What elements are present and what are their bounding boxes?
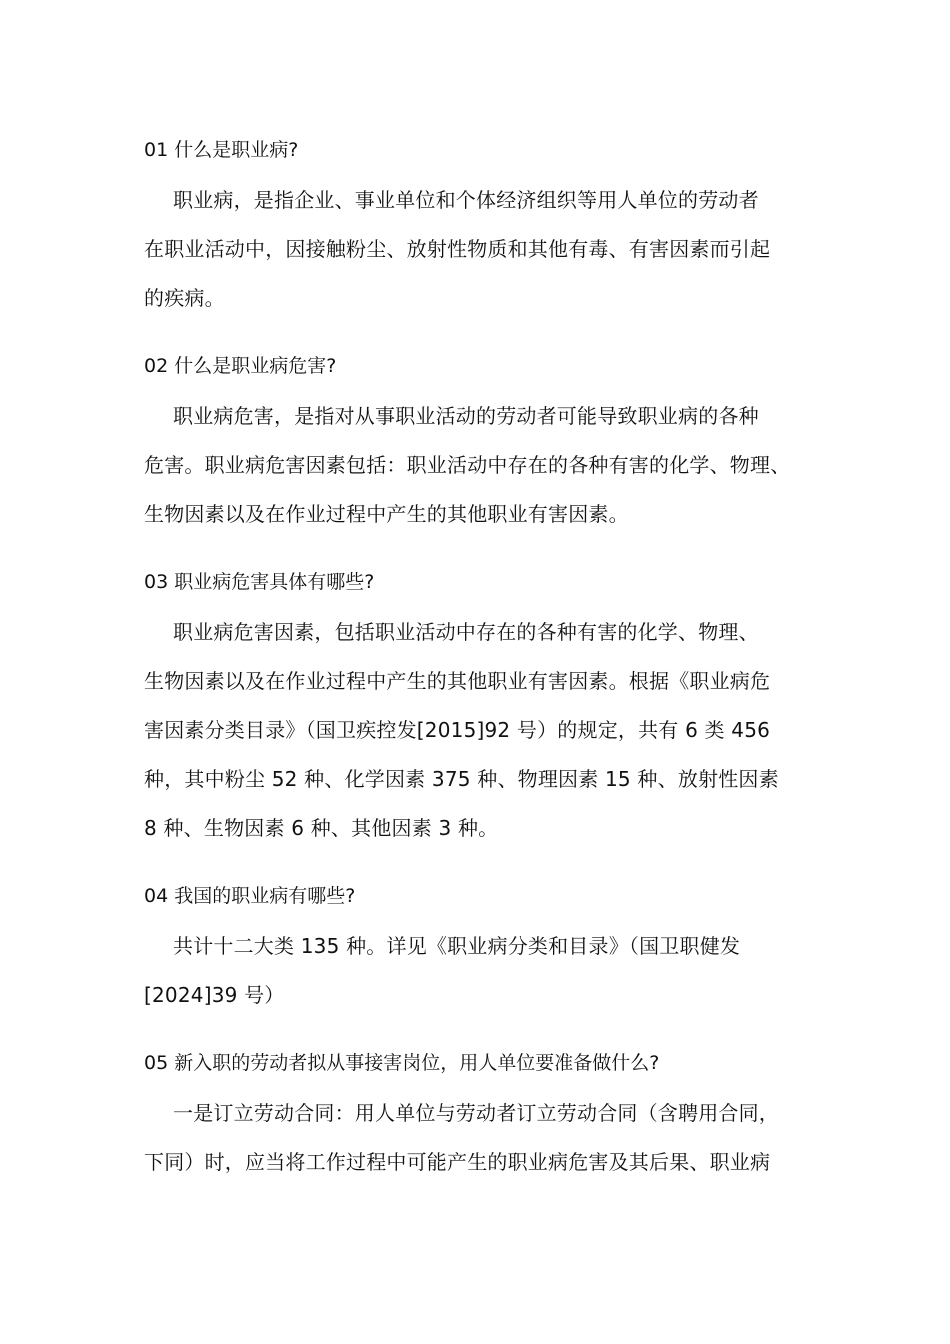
section-heading: 03 职业病危害具体有哪些?: [144, 571, 375, 593]
section-paragraph: [144, 176, 824, 323]
paragraph-line: 一是订立劳动合同：用人单位与劳动者订立劳动合同（含聘用合同，: [173, 1101, 779, 1125]
paragraph-line: 危害。职业病危害因素包括：职业活动中存在的各种有害的化学、物理、: [144, 453, 791, 477]
section-heading: 02 什么是职业病危害?: [144, 355, 337, 377]
document-body: [144, 134, 824, 1187]
paragraph-line: 8 种、生物因素 6 种、其他因素 3 种。: [144, 816, 499, 840]
section-heading: 04 我国的职业病有哪些?: [144, 885, 356, 907]
paragraph-line: 在职业活动中，因接触粉尘、放射性物质和其他有毒、有害因素而引起: [144, 237, 771, 261]
section-paragraph: [144, 1089, 824, 1187]
section-paragraph: [144, 922, 824, 1020]
paragraph-line: 的疾病。: [144, 286, 225, 310]
paragraph-line: 职业病，是指企业、事业单位和个体经济组织等用人单位的劳动者: [173, 188, 759, 212]
paragraph-line: [2024]39 号）: [144, 983, 285, 1007]
paragraph-line: 种，其中粉尘 52 种、化学因素 375 种、物理因素 15 种、放射性因素: [144, 767, 779, 791]
paragraph-line: 生物因素以及在作业过程中产生的其他职业有害因素。根据《职业病危: [144, 669, 771, 693]
faq-section-03: [144, 566, 824, 853]
section-paragraph: [144, 392, 824, 539]
paragraph-line: 共计十二大类 135 种。详见《职业病分类和目录》（国卫职健发: [173, 934, 741, 958]
paragraph-line: 生物因素以及在作业过程中产生的其他职业有害因素。: [144, 502, 629, 526]
paragraph-line: 害因素分类目录》（国卫疾控发[2015]92 号）的规定，共有 6 类 456: [144, 718, 771, 742]
paragraph-line: 下同）时，应当将工作过程中可能产生的职业病危害及其后果、职业病: [144, 1150, 771, 1174]
paragraph-line: 职业病危害因素，包括职业活动中存在的各种有害的化学、物理、: [173, 620, 759, 644]
section-paragraph: [144, 608, 824, 853]
faq-section-01: [144, 134, 824, 323]
section-heading: 01 什么是职业病?: [144, 139, 299, 161]
faq-section-04: [144, 880, 824, 1020]
section-heading: 05 新入职的劳动者拟从事接害岗位，用人单位要准备做什么?: [144, 1052, 660, 1074]
faq-section-02: [144, 350, 824, 539]
paragraph-line: 职业病危害，是指对从事职业活动的劳动者可能导致职业病的各种: [173, 404, 759, 428]
faq-section-05: [144, 1047, 824, 1187]
